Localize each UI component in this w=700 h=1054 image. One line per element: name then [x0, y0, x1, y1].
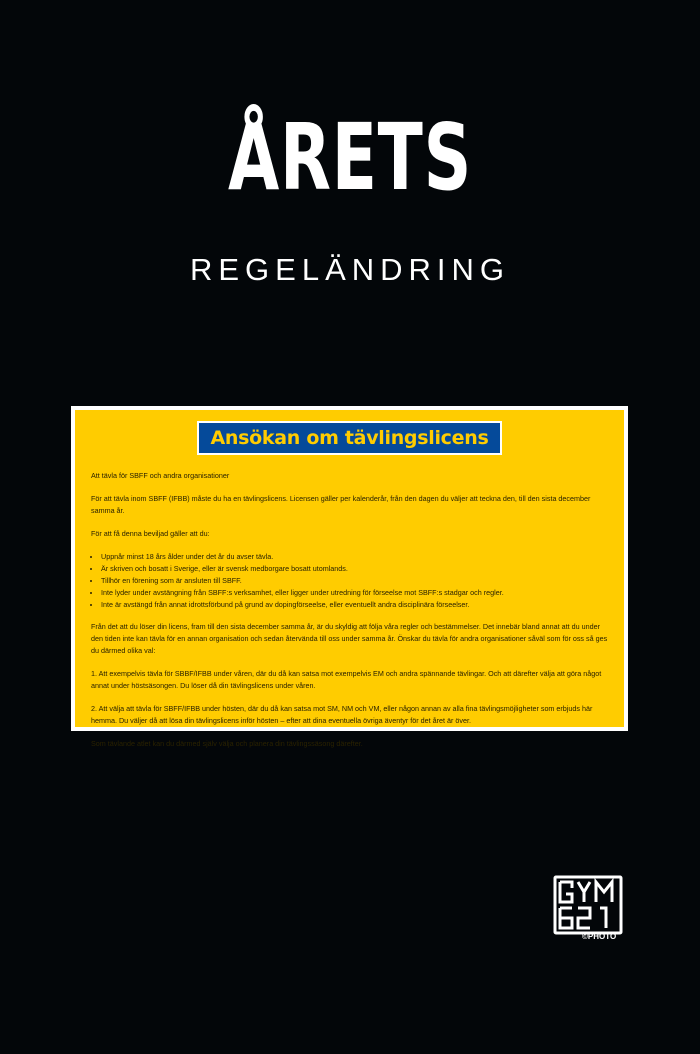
requirement-item: • Uppnår minst 18 års ålder under det år du avser tävla. — [101, 551, 608, 563]
license-banner: Ansökan om tävlingslicens — [197, 421, 502, 455]
paragraph-license: För att tävla inom SBFF (IFBB) måste du ha en tävlingslicens. Licensen gäller per kalenderår, från den dagen du väljer att teckna den, till den sista december samma år. — [91, 494, 591, 515]
paragraph-obligations: Från det att du löser din licens, fram till den sista december samma år, är du skyldig att följa våra regler och bestämmelser. Det innebär bland annat att du under den tiden inte kan tävla för en annan organisation och sedan återvända till oss under samma år. Önskar du tävla för andra organisationer såväl som för oss så ges du därmed olika val: — [91, 622, 608, 655]
hero-title: ÅRETS — [227, 104, 473, 211]
paragraph-option-1: 1. Att exempelvis tävla för SBBF/IFBB under våren, där du då kan satsa mot exempelvis EM och andra spännande tävlingar. Och att därefter välja att göra något annat under höstsäsongen. Du löser då din tävlingslicens under våren. — [91, 669, 602, 690]
requirements-list — [91, 551, 608, 611]
requirement-item: • Inte lyder under avstängning från SBFF:s verksamhet, eller ligger under utredning för förseelse mot SBFF:s stadgar och regler. — [101, 587, 608, 599]
license-info-card — [71, 406, 628, 748]
paragraph-conclusion: Som tävlande atlet kan du därmed själv välja och planera din tävlingssäsong därefter. — [91, 739, 363, 748]
requirement-item: • Är skriven och bosatt i Sverige, eller är svensk medborgare bosatt utomlands. — [101, 563, 608, 575]
license-info-card-body — [75, 410, 624, 748]
paragraph-option-2: 2. Att välja att tävla för SBFF/IFBB under hösten, där du då kan satsa mot SM, NM och VM, eller någon annan av alla fina tävlingsmöjligheter som erbjuds här hemma. Du väljer då att lösa din tävlingslicens inför hösten – efter att dina eventuella övriga äventyr för det året är över. — [91, 704, 593, 725]
license-text — [91, 470, 608, 750]
hero-subtitle: REGELÄNDRING — [189, 252, 511, 287]
intro-text: Att tävla för SBFF och andra organisationer — [91, 471, 230, 480]
paragraph-requirements-intro: För att få denna beviljad gäller att du: — [91, 529, 210, 538]
requirement-item: • Tillhör en förening som är ansluten till SBFF. — [101, 575, 608, 587]
requirement-item: • Inte är avstängd från annat idrottsförbund på grund av dopingförseelse, eller eventuellt andra disciplinära förseelser. — [101, 599, 608, 611]
photo-credit: ©PHOTO — [582, 932, 617, 941]
